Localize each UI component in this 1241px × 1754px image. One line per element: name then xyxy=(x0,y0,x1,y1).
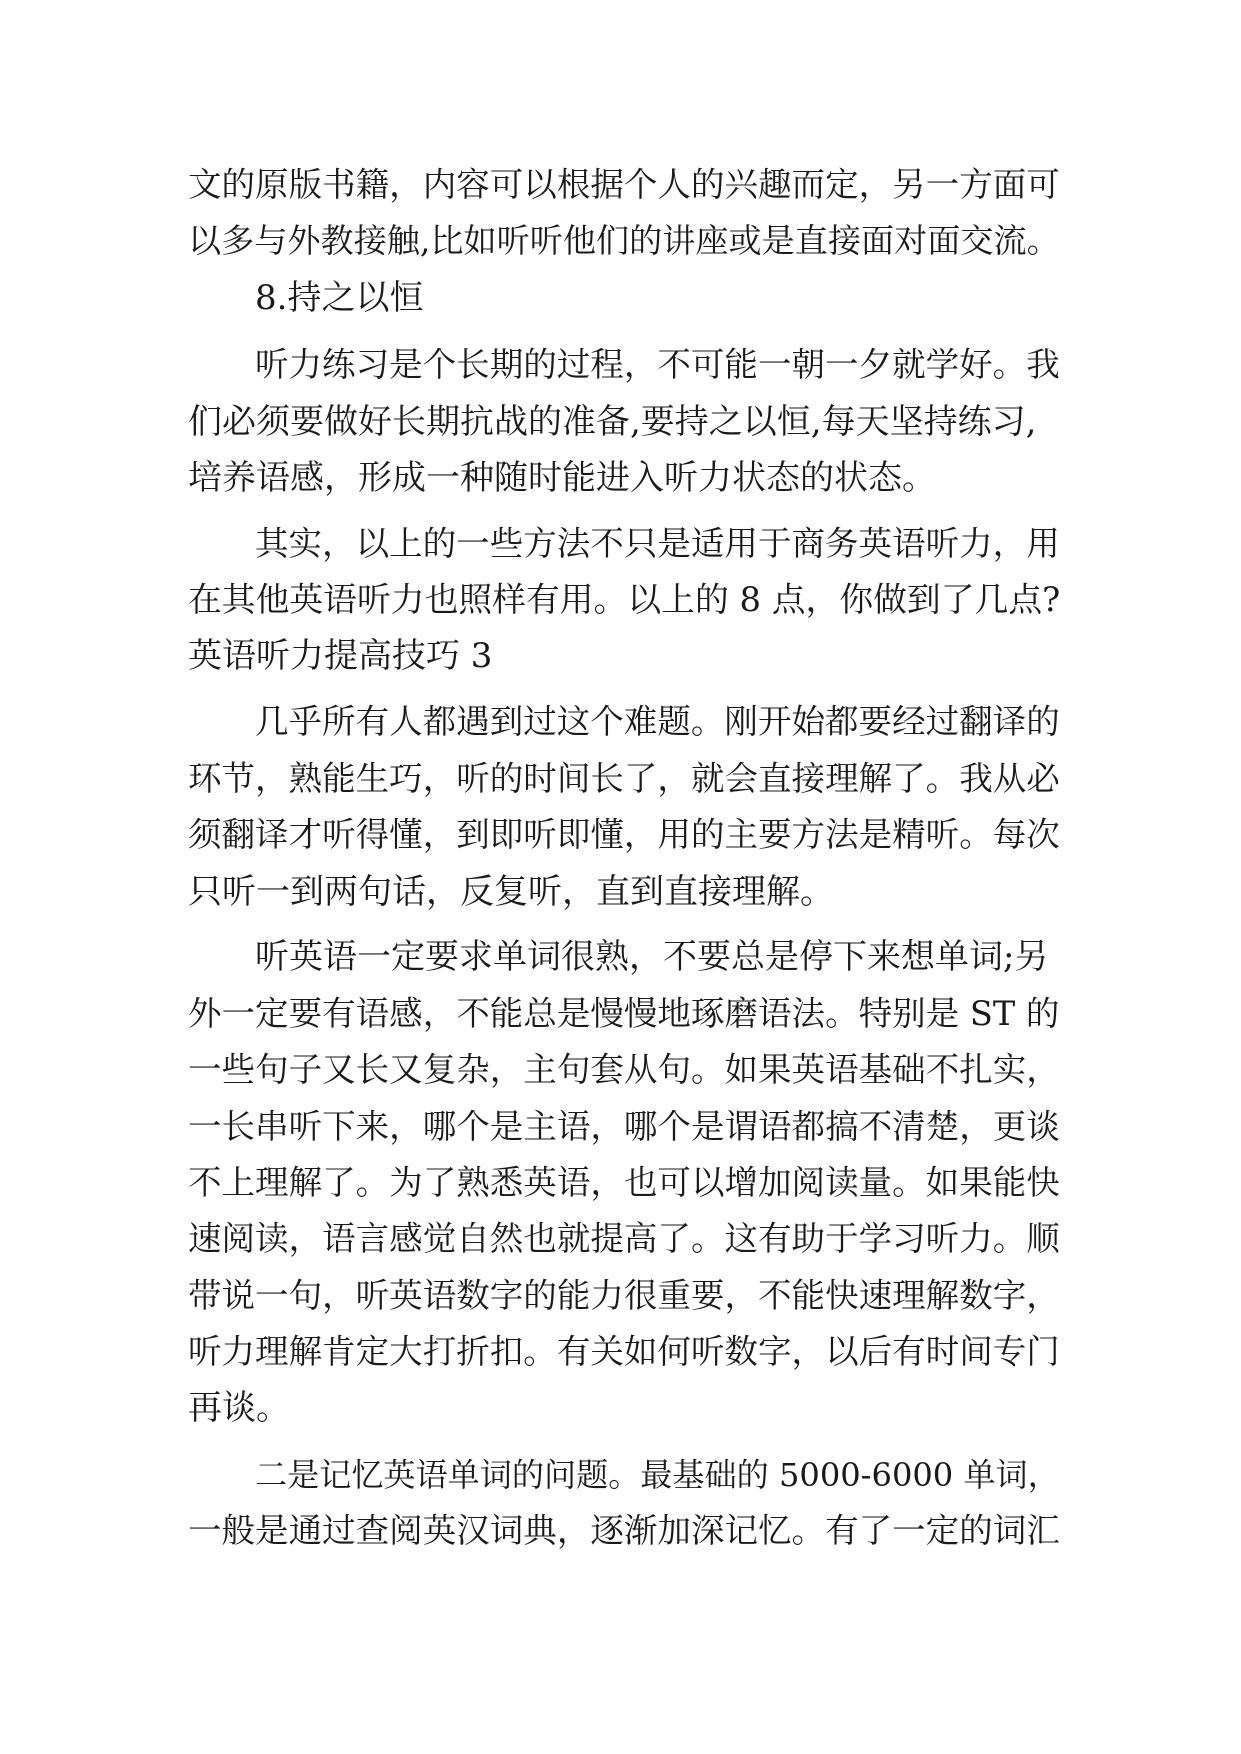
text-line: 听力理解肯定大打折扣。有关如何听数字，以后有时间专门 xyxy=(188,1332,1060,1371)
text-line: 听力练习是个长期的过程，不可能一朝一夕就学好。我 xyxy=(255,345,1060,384)
text-line: 其实，以上的一些方法不只是适用于商务英语听力，用 xyxy=(255,524,1060,563)
text-line: 带说一句，听英语数字的能力很重要，不能快速理解数字， xyxy=(188,1276,1060,1315)
section-heading: 英语听力提高技巧 3 xyxy=(188,636,493,676)
text-line: 速阅读，语言感觉自然也就提高了。这有助于学习听力。顺 xyxy=(188,1219,1060,1258)
text-line: 二是记忆英语单词的问题。最基础的 5000-6000 单词， xyxy=(255,1456,1060,1494)
text-line: 听英语一定要求单词很熟，不要总是停下来想单词;另 xyxy=(255,937,1049,977)
text-line: 在其他英语听力也照样有用。以上的 8 点，你做到了几点? xyxy=(188,580,1061,619)
text-line: 培养语感，形成一种随时能进入听力状态的状态。 xyxy=(188,458,936,498)
text-line: 几乎所有人都遇到过这个难题。刚开始都要经过翻译的 xyxy=(255,702,1060,741)
text-line: 环节，熟能生巧，听的时间长了，就会直接理解了。我从必 xyxy=(188,759,1060,798)
text-line: 以多与外教接触,比如听听他们的讲座或是直接面对面交流。 xyxy=(188,221,1060,260)
text-line: 一般是通过查阅英汉词典，逐渐加深记忆。有了一定的词汇 xyxy=(188,1511,1060,1550)
text-line: 只听一到两句话，反复听，直到直接理解。 xyxy=(188,872,834,912)
text-line: 再谈。 xyxy=(188,1388,290,1428)
text-line: 一长串听下来，哪个是主语，哪个是谓语都搞不清楚，更谈 xyxy=(188,1107,1060,1146)
text-line: 们必须要做好长期抗战的准备,要持之以恒,每天坚持练习, xyxy=(188,402,1037,442)
text-line: 文的原版书籍，内容可以根据个人的兴趣而定，另一方面可 xyxy=(188,165,1060,204)
text-line: 外一定要有语感，不能总是慢慢地琢磨语法。特别是 ST 的 xyxy=(188,994,1060,1033)
section-heading: 8.持之以恒 xyxy=(255,278,424,318)
text-line: 一些句子又长又复杂，主句套从句。如果英语基础不扎实， xyxy=(188,1050,1060,1089)
text-line: 不上理解了。为了熟悉英语，也可以增加阅读量。如果能快 xyxy=(188,1163,1060,1202)
text-line: 须翻译才听得懂，到即听即懂，用的主要方法是精听。每次 xyxy=(188,815,1060,854)
